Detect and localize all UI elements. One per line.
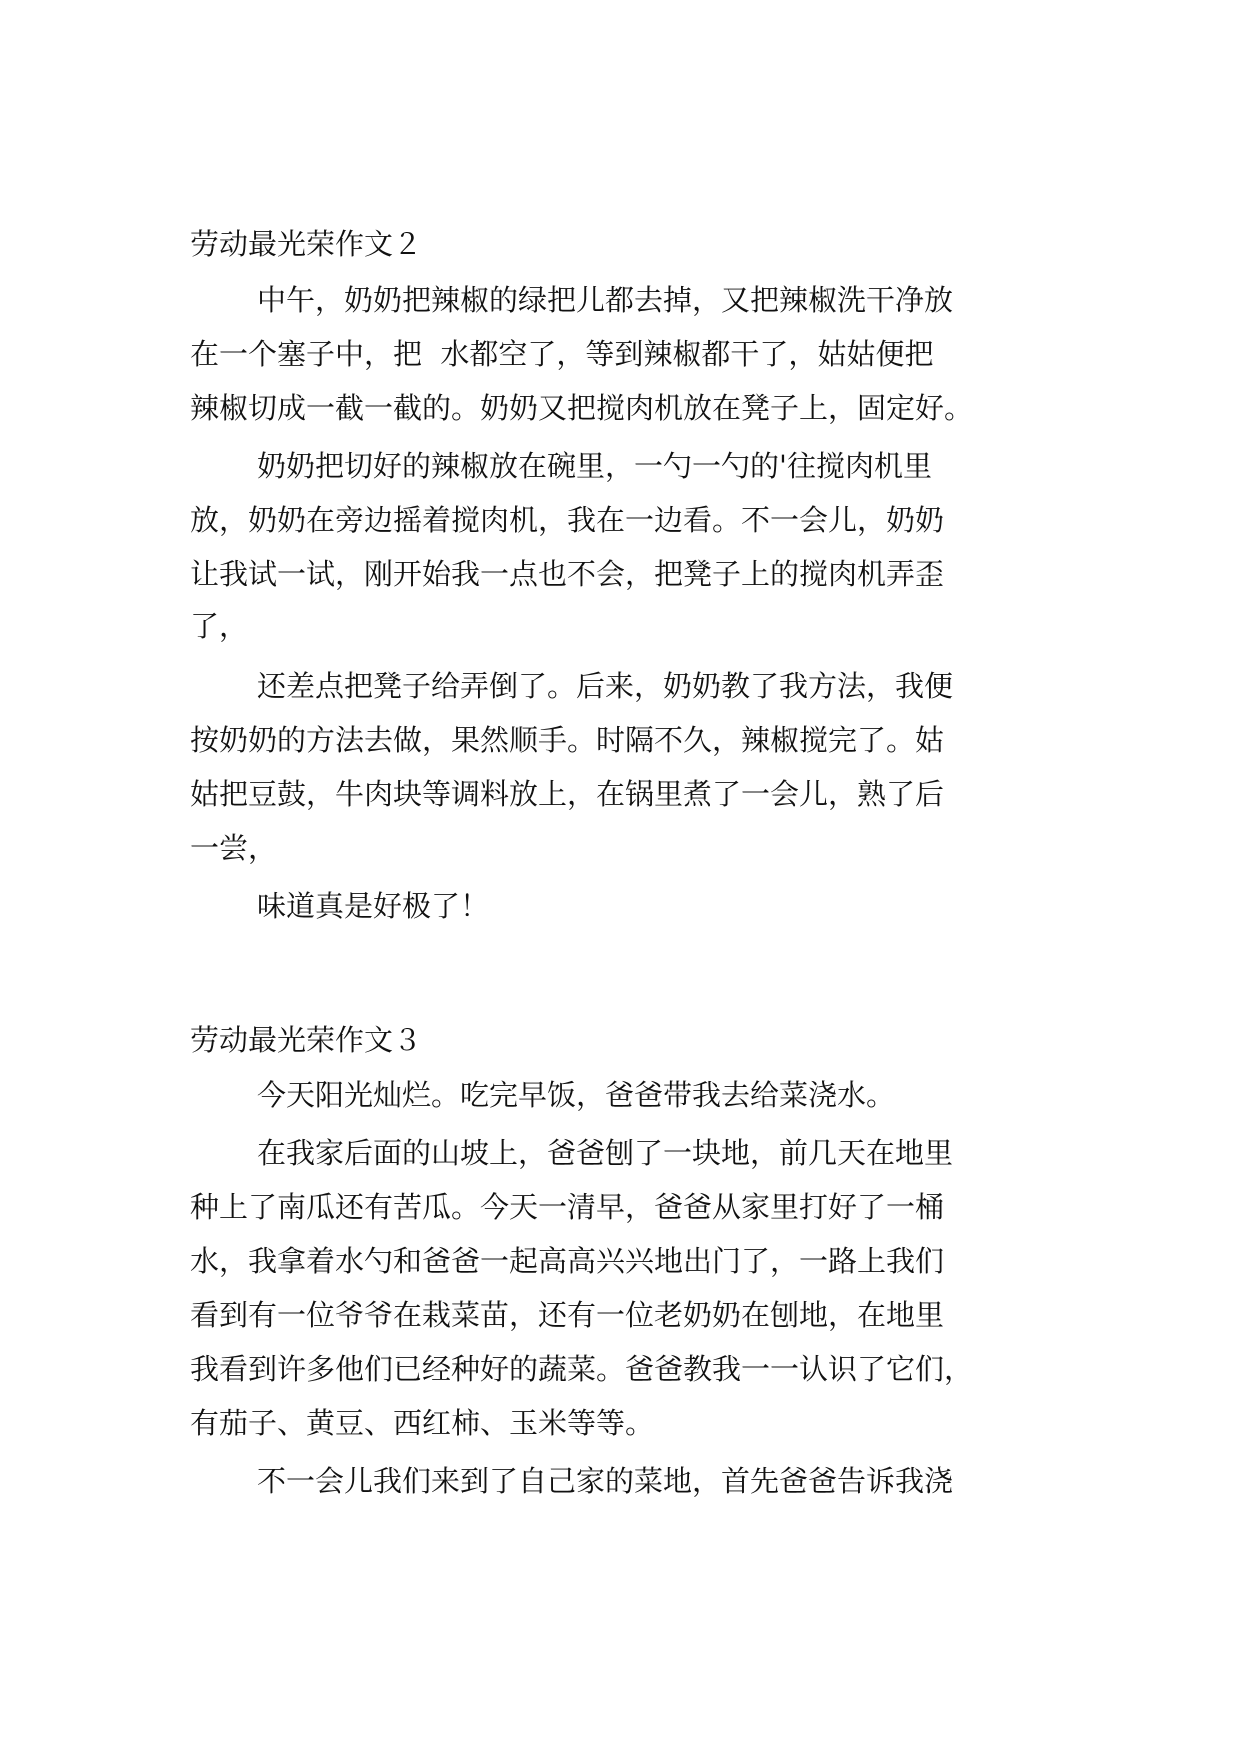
paragraph-line: 奶奶把切好的辣椒放在碗里，一勺一勺的'往搅肉机里	[257, 449, 932, 483]
paragraph-line: 按奶奶的方法去做，果然顺手。时隔不久，辣椒搅完了。姑	[190, 723, 945, 757]
paragraph-line: 了，	[190, 609, 249, 643]
paragraph-line: 中午，奶奶把辣椒的绿把儿都去掉，又把辣椒洗干净放	[257, 283, 954, 317]
section-title: 劳动最光荣作文３	[190, 1023, 423, 1057]
paragraph-line: 水，我拿着水勺和爸爸一起高高兴兴地出门了，一路上我们	[190, 1244, 945, 1278]
paragraph-line: 还差点把凳子给弄倒了。后来，奶奶教了我方法，我便	[257, 669, 954, 703]
paragraph-line: 在一个塞子中，把 水都空了，等到辣椒都干了，姑姑便把	[190, 337, 934, 371]
paragraph-line: 有茄子、黄豆、西红柿、玉米等等。	[190, 1406, 655, 1440]
paragraph-line: 一尝，	[190, 831, 278, 865]
section-title: 劳动最光荣作文２	[190, 227, 423, 261]
paragraph-line: 味道真是好极了！	[257, 889, 490, 923]
paragraph-line: 我看到许多他们已经种好的蔬菜。爸爸教我一一认识了它们，	[190, 1352, 974, 1386]
paragraph-line: 看到有一位爷爷在栽菜苗，还有一位老奶奶在刨地，在地里	[190, 1298, 945, 1332]
paragraph-line: 种上了南瓜还有苦瓜。今天一清早，爸爸从家里打好了一桶	[190, 1190, 945, 1224]
paragraph-line: 辣椒切成一截一截的。奶奶又把搅肉机放在凳子上，固定好。	[190, 391, 974, 425]
paragraph-line: 姑把豆鼓，牛肉块等调料放上，在锅里煮了一会儿，熟了后	[190, 777, 945, 811]
paragraph-line: 让我试一试，刚开始我一点也不会，把凳子上的搅肉机弄歪	[190, 557, 945, 591]
paragraph-line: 不一会儿我们来到了自己家的菜地，首先爸爸告诉我浇	[257, 1464, 954, 1498]
paragraph-line: 在我家后面的山坡上，爸爸刨了一块地，前几天在地里	[257, 1136, 954, 1170]
paragraph-line: 今天阳光灿烂。吃完早饭，爸爸带我去给菜浇水。	[257, 1078, 896, 1112]
paragraph-line: 放，奶奶在旁边摇着搅肉机，我在一边看。不一会儿，奶奶	[190, 503, 945, 537]
